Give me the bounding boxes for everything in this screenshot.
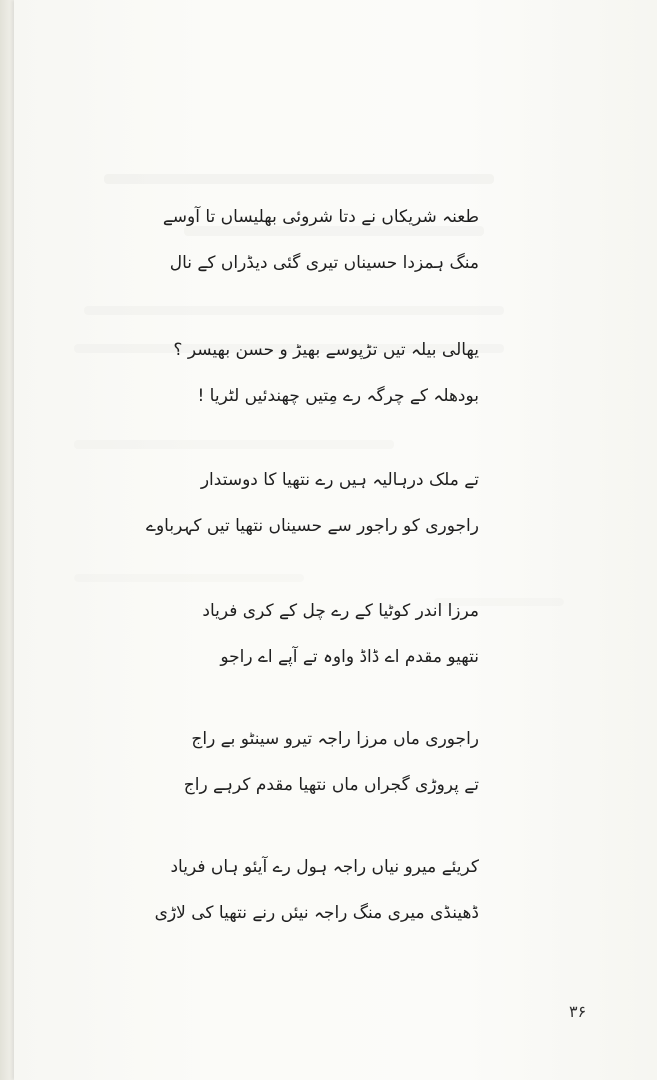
stanza-1 <box>162 194 479 286</box>
stanza-2 <box>173 327 479 419</box>
stanza-6 <box>154 844 479 936</box>
poem-line: راجوری کو راجور سے حسیناں نتھیا تیں کہرباوے <box>145 516 479 536</box>
poem-line: تے ملک درہالیہ ہیں رے نتھیا کا دوستدار <box>200 470 479 490</box>
stanza-5 <box>179 716 479 808</box>
poem-line: بودھلہ کے چرگہ رے مِتیں چھندئیں لٹریا ! <box>197 386 479 406</box>
poem-line: مرزا اندر کوٹیا کے رے چل کے کری فریاد <box>202 601 479 621</box>
book-page <box>14 0 657 1080</box>
poem-line: یھالی بیلہ تیں تڑپوسے بھیڑ و حسن بھیسر ؟ <box>173 340 479 360</box>
poem-line: تے پروڑی گجراں ماں نتھیا مقدم کرہے راج <box>183 775 479 795</box>
stanza-4 <box>179 588 479 680</box>
page-number: ۳۶ <box>569 1002 587 1021</box>
poem-line: طعنہ شریکاں نے دتا شروئی بھلیساں تا آوسے <box>162 207 479 227</box>
poem-line: راجوری ماں مرزا راجہ تیرو سینٹو بے راج <box>191 729 479 749</box>
poem-line: ڈھینڈی میری منگ راجہ نیئں رنے نتھیا کی لاڑی <box>154 903 479 923</box>
stanza-3 <box>145 457 479 549</box>
poem-line: منگ ہمزدا حسیناں تیری گئی دیڈراں کے نال <box>169 253 479 273</box>
poem-line: کریئے میرو نیاں راجہ ہول رے آیئو ہاں فریاد <box>170 857 479 877</box>
poem-line: نتھیو مقدم اے ڈاڈ واوہ تے آپے اے راجو <box>220 647 479 667</box>
book-gutter <box>0 0 14 1080</box>
